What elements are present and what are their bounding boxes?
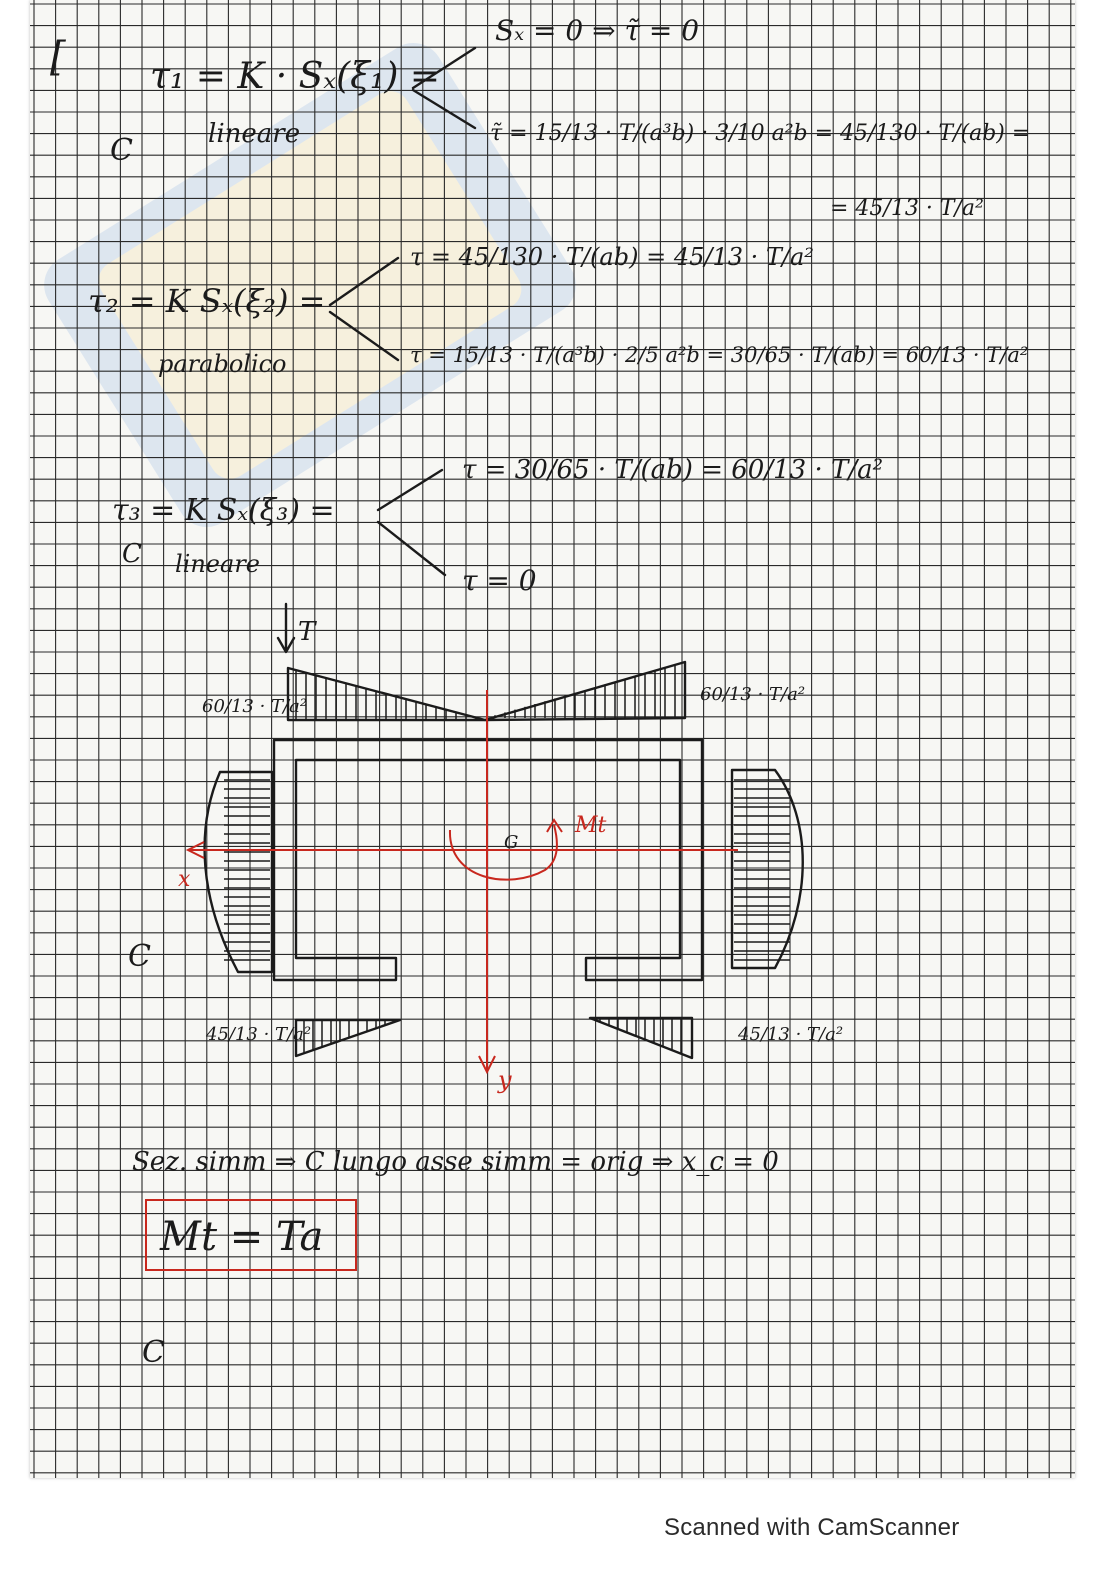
margin-c-1: C [110,133,133,168]
branch-lines-2 [330,258,398,360]
handwriting-layer [30,0,1075,1478]
y-axis [479,690,495,1072]
value-top-right: 60/13 · T/a² [700,684,806,705]
centroid-label: G [504,832,519,853]
shear-label: T [298,617,316,647]
bottom-left-stress [296,1020,400,1056]
result-formula: Mt = Ta [160,1214,324,1260]
tau3-bottom: τ = 0 [462,564,537,597]
tau2-bottom: τ = 15/13 · T/(a³b) · 2/5 a²b = 30/65 · T/(ab) = 60/13 · T/a² [410,343,1029,367]
x-axis [188,842,738,858]
right-stress [732,770,803,968]
scanner-footer: Scanned with CamScanner [664,1514,960,1541]
tau2-note: parabolico [158,350,287,378]
tau1-formula: τ₁ = K · Sₓ(ξ₁) = [150,56,441,97]
shear-arrow [278,604,294,652]
margin-c-3: C [142,1335,165,1370]
tau2-top: τ = 45/130 · T/(ab) = 45/13 · T/a² [410,243,814,271]
tau1-note: lineare [208,119,301,149]
tau1-top: Sₓ = 0 ⇒ τ̃ = 0 [495,14,700,47]
margin-c-2: C [128,939,151,974]
tau1-bottom-2: = 45/13 · T/a² [830,196,984,221]
torque-label: Mt [575,813,607,838]
value-bottom-right: 45/13 · T/a² [738,1024,844,1045]
tau3-top: τ = 30/65 · T/(ab) = 60/13 · T/a² [462,455,884,485]
tau3-formula: τ₃ = K Sₓ(ξ₃) = [112,493,335,528]
x-axis-label: x [178,867,191,892]
margin-mark: [ [50,34,66,80]
tau3-note: lineare [175,550,260,578]
section-diagram [178,604,843,1094]
tau2-formula: τ₂ = K Sₓ(ξ₂) = [88,282,326,320]
bottom-right-stress [590,1018,692,1058]
margin-c-4: C [122,539,142,569]
conclusion-line: Sez. simm ⇒ C lungo asse simm = orig ⇒ x_c = 0 [132,1147,779,1177]
value-bottom-left: 45/13 · T/a² [206,1024,312,1045]
tau1-bottom: τ̃ = 15/13 · T/(a³b) · 3/10 a²b = 45/130 · T/(ab) = [490,121,1031,146]
notebook-sheet [30,0,1075,1478]
branch-lines-3 [378,470,445,575]
y-axis-label: y [498,1066,512,1094]
value-top-left: 60/13 · T/a² [202,696,308,717]
